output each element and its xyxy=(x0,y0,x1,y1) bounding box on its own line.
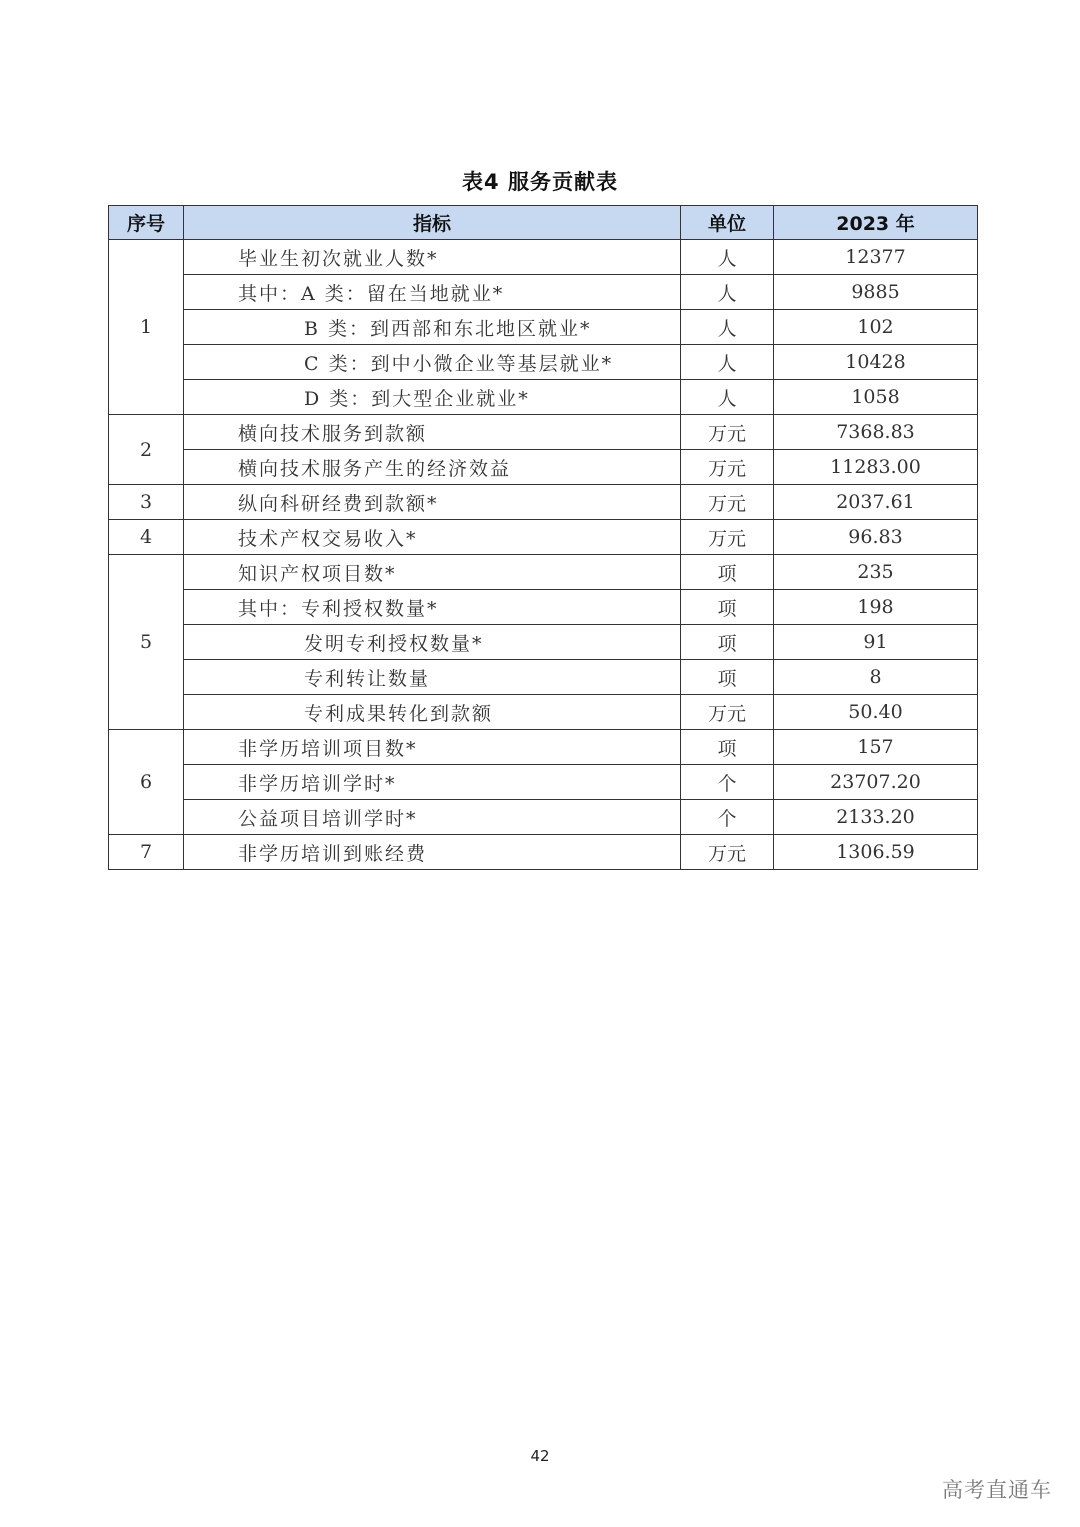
value-cell: 9885 xyxy=(774,275,978,310)
unit-cell: 万元 xyxy=(681,415,774,450)
indicator-cell: 非学历培训到账经费 xyxy=(184,835,681,870)
indicator-cell: 其中：专利授权数量* xyxy=(184,590,681,625)
indicator-cell: 非学历培训学时* xyxy=(184,765,681,800)
table-row xyxy=(109,520,978,555)
value-cell: 2037.61 xyxy=(774,485,978,520)
value-cell: 235 xyxy=(774,555,978,590)
header-unit: 单位 xyxy=(681,206,774,240)
indicator-cell: 专利转让数量 xyxy=(184,660,681,695)
table-body xyxy=(109,240,978,870)
value-cell: 8 xyxy=(774,660,978,695)
value-cell: 2133.20 xyxy=(774,800,978,835)
table-row xyxy=(109,730,978,765)
unit-cell: 人 xyxy=(681,380,774,415)
unit-cell: 个 xyxy=(681,765,774,800)
value-cell: 96.83 xyxy=(774,520,978,555)
indicator-cell: 发明专利授权数量* xyxy=(184,625,681,660)
unit-cell: 项 xyxy=(681,555,774,590)
unit-cell: 万元 xyxy=(681,835,774,870)
page-number: 42 xyxy=(530,1447,550,1465)
table-title: 表4 服务贡献表 xyxy=(462,170,618,194)
table-row xyxy=(109,240,978,275)
unit-cell: 人 xyxy=(681,275,774,310)
indicator-cell: 技术产权交易收入* xyxy=(184,520,681,555)
row-index: 1 xyxy=(109,240,184,415)
value-cell: 11283.00 xyxy=(774,450,978,485)
table-row xyxy=(109,835,978,870)
indicator-cell: 横向技术服务产生的经济效益 xyxy=(184,450,681,485)
table-row xyxy=(109,310,978,345)
table-row xyxy=(109,695,978,730)
indicator-cell: D 类：到大型企业就业* xyxy=(184,380,681,415)
row-index: 7 xyxy=(109,835,184,870)
table-row xyxy=(109,275,978,310)
value-cell: 50.40 xyxy=(774,695,978,730)
unit-cell: 项 xyxy=(681,730,774,765)
table-row xyxy=(109,345,978,380)
indicator-cell: 专利成果转化到款额 xyxy=(184,695,681,730)
indicator-cell: 非学历培训项目数* xyxy=(184,730,681,765)
row-index: 4 xyxy=(109,520,184,555)
table-row xyxy=(109,555,978,590)
table-row xyxy=(109,380,978,415)
table-row xyxy=(109,485,978,520)
unit-cell: 个 xyxy=(681,800,774,835)
value-cell: 102 xyxy=(774,310,978,345)
indicator-cell: 纵向科研经费到款额* xyxy=(184,485,681,520)
unit-cell: 项 xyxy=(681,590,774,625)
value-cell: 7368.83 xyxy=(774,415,978,450)
unit-cell: 万元 xyxy=(681,695,774,730)
value-cell: 91 xyxy=(774,625,978,660)
indicator-cell: 公益项目培训学时* xyxy=(184,800,681,835)
header-year: 2023 年 xyxy=(774,206,978,240)
unit-cell: 人 xyxy=(681,310,774,345)
unit-cell: 万元 xyxy=(681,520,774,555)
indicator-cell: 毕业生初次就业人数* xyxy=(184,240,681,275)
unit-cell: 项 xyxy=(681,625,774,660)
indicator-cell: C 类：到中小微企业等基层就业* xyxy=(184,345,681,380)
unit-cell: 万元 xyxy=(681,485,774,520)
unit-cell: 人 xyxy=(681,345,774,380)
indicator-cell: 知识产权项目数* xyxy=(184,555,681,590)
watermark: 高考直通车 xyxy=(942,1478,1052,1502)
row-index: 6 xyxy=(109,730,184,835)
service-contribution-table xyxy=(108,205,978,870)
unit-cell: 万元 xyxy=(681,450,774,485)
value-cell: 1306.59 xyxy=(774,835,978,870)
indicator-cell: B 类：到西部和东北地区就业* xyxy=(184,310,681,345)
table-row xyxy=(109,800,978,835)
table-row xyxy=(109,590,978,625)
indicator-cell: 横向技术服务到款额 xyxy=(184,415,681,450)
indicator-cell: 其中：A 类：留在当地就业* xyxy=(184,275,681,310)
value-cell: 23707.20 xyxy=(774,765,978,800)
header-index: 序号 xyxy=(109,206,184,240)
table-header-row xyxy=(109,206,978,240)
row-index: 3 xyxy=(109,485,184,520)
table-row xyxy=(109,625,978,660)
value-cell: 12377 xyxy=(774,240,978,275)
value-cell: 198 xyxy=(774,590,978,625)
row-index: 2 xyxy=(109,415,184,485)
unit-cell: 项 xyxy=(681,660,774,695)
value-cell: 10428 xyxy=(774,345,978,380)
table-row xyxy=(109,450,978,485)
table-row xyxy=(109,765,978,800)
unit-cell: 人 xyxy=(681,240,774,275)
row-index: 5 xyxy=(109,555,184,730)
value-cell: 1058 xyxy=(774,380,978,415)
table-row xyxy=(109,415,978,450)
value-cell: 157 xyxy=(774,730,978,765)
table-row xyxy=(109,660,978,695)
header-indicator: 指标 xyxy=(184,206,681,240)
